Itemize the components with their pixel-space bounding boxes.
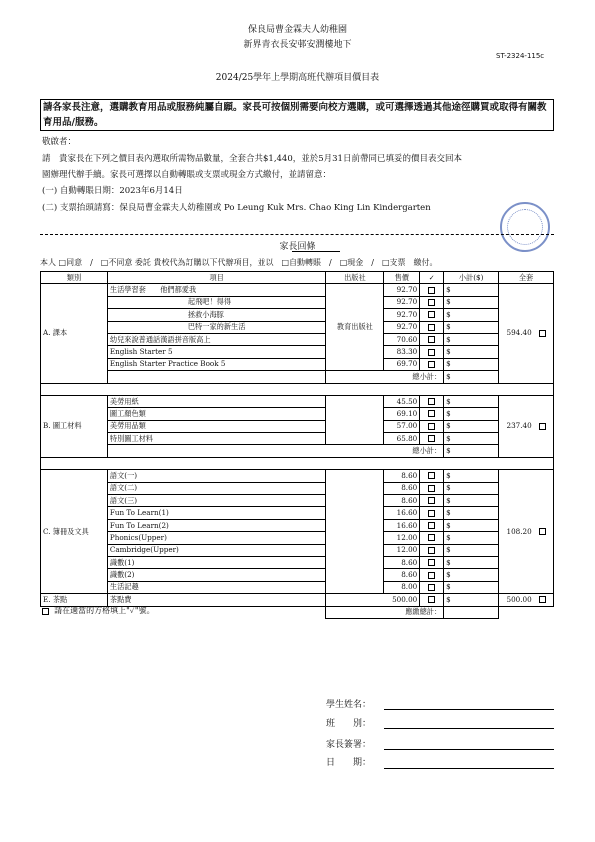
checkbox[interactable] bbox=[420, 532, 444, 544]
checkbox[interactable] bbox=[420, 420, 444, 432]
table-row bbox=[41, 296, 554, 308]
checkbox[interactable] bbox=[420, 594, 444, 606]
item-price: 12.00 bbox=[384, 544, 420, 556]
item-price: 92.70 bbox=[384, 296, 420, 308]
document-code: ST-2324-115c bbox=[496, 52, 545, 60]
item-name: 美勞用品類 bbox=[107, 420, 326, 432]
subtotal-cell[interactable]: $ bbox=[444, 395, 499, 407]
subtotal-cell[interactable]: $ bbox=[444, 284, 499, 296]
full-set-price: 500.00 bbox=[506, 594, 532, 604]
item-name: 圖工顏色類 bbox=[107, 408, 326, 420]
checkbox[interactable] bbox=[420, 395, 444, 407]
item-name: Phonics(Upper) bbox=[107, 532, 326, 544]
item-name: 識數(1) bbox=[107, 556, 326, 568]
table-row bbox=[41, 556, 554, 568]
full-set-checkbox[interactable] bbox=[539, 423, 546, 430]
subtotal-cell[interactable]: $ bbox=[444, 519, 499, 531]
checkbox[interactable] bbox=[420, 408, 444, 420]
item-price: 8.60 bbox=[384, 482, 420, 494]
header-subtotal: 小計($) bbox=[444, 272, 499, 284]
checkbox[interactable] bbox=[420, 482, 444, 494]
item-name: 語文(三) bbox=[107, 495, 326, 507]
subtotal-cell[interactable]: $ bbox=[444, 482, 499, 494]
student-name-field[interactable] bbox=[384, 708, 554, 710]
item-price: 8.00 bbox=[384, 581, 420, 593]
student-name-label: 學生姓名： bbox=[326, 700, 372, 710]
category-cell-a: A. 課本 bbox=[41, 284, 108, 383]
item-price: 8.60 bbox=[384, 556, 420, 568]
subtotal-cell[interactable]: $ bbox=[444, 408, 499, 420]
school-address: 新界青衣長安邨安潤樓地下 bbox=[243, 40, 352, 50]
checkbox[interactable] bbox=[420, 284, 444, 296]
header-price: 售價 bbox=[384, 272, 420, 284]
full-set-price: 237.40 bbox=[506, 421, 532, 431]
table-header-row bbox=[41, 272, 554, 284]
date-label: 日 期： bbox=[326, 758, 372, 768]
table-row bbox=[41, 408, 554, 420]
table-row bbox=[41, 358, 554, 370]
subtotal-cell[interactable]: $ bbox=[444, 532, 499, 544]
subtotal-label: 總小計： bbox=[326, 371, 444, 383]
category-cell-b: B. 圖工材料 bbox=[41, 395, 108, 457]
checkbox[interactable] bbox=[420, 309, 444, 321]
checkbox[interactable] bbox=[420, 507, 444, 519]
item-name: English Starter Practice Book 5 bbox=[107, 358, 326, 370]
header-publisher: 出版社 bbox=[326, 272, 384, 284]
letter-body-1: 請 貴家長在下列之價目表內選取所需物品數量，全套合共$1,440，並於5月31日前帶同已填妥的價目表交回本 bbox=[42, 154, 462, 164]
item-name: 特別圖工材料 bbox=[107, 433, 326, 445]
subtotal-cell[interactable]: $ bbox=[444, 358, 499, 370]
footnote-checkbox-icon bbox=[42, 608, 49, 615]
checkbox[interactable] bbox=[420, 296, 444, 308]
reply-title-underline bbox=[292, 251, 340, 252]
notice-box: 請各家長注意，選購教育用品或服務純屬自願。家長可按個別需要向校方選購，或可選擇透過其他途徑購買或取得有關教育用品/服務。 bbox=[40, 99, 554, 131]
subtotal-row bbox=[41, 445, 554, 457]
full-set-cell-c[interactable] bbox=[499, 470, 554, 594]
subtotal-cell[interactable]: $ bbox=[444, 296, 499, 308]
subtotal-cell[interactable]: $ bbox=[444, 309, 499, 321]
grand-total-cell[interactable] bbox=[444, 606, 499, 618]
date-field[interactable] bbox=[384, 767, 554, 769]
checkbox[interactable] bbox=[420, 544, 444, 556]
header-category: 類別 bbox=[41, 272, 108, 284]
checkbox[interactable] bbox=[420, 358, 444, 370]
item-name: 幼兒來說普通話漢語拼音版高上 bbox=[107, 333, 326, 345]
item-price: 92.70 bbox=[384, 284, 420, 296]
checkbox[interactable] bbox=[420, 433, 444, 445]
header-check: ✓ bbox=[420, 272, 444, 284]
subtotal-row bbox=[41, 371, 554, 383]
item-price: 57.00 bbox=[384, 420, 420, 432]
subtotal-cell[interactable]: $ bbox=[444, 433, 499, 445]
grand-total-label: 應繳總計： bbox=[326, 606, 444, 618]
publisher-cell: 教育出版社 bbox=[326, 284, 384, 371]
item-name: 識數(2) bbox=[107, 569, 326, 581]
item-price: 69.70 bbox=[384, 358, 420, 370]
subtotal-cell[interactable]: $ bbox=[444, 594, 499, 606]
item-price: 83.30 bbox=[384, 346, 420, 358]
parent-signature-label: 家長簽署： bbox=[326, 740, 372, 750]
price-table bbox=[40, 271, 554, 619]
item-name: 拯救小海豚 bbox=[107, 309, 326, 321]
item-name: English Starter 5 bbox=[107, 346, 326, 358]
salutation: 敬啟者： bbox=[42, 137, 77, 147]
item-price: 69.10 bbox=[384, 408, 420, 420]
item-price: 8.60 bbox=[384, 470, 420, 482]
category-cell-e: E. 茶點 bbox=[41, 594, 108, 606]
table-row bbox=[41, 482, 554, 494]
header-full-set: 全套 bbox=[499, 272, 554, 284]
footnote bbox=[42, 605, 155, 616]
subtotal-cell[interactable]: $ bbox=[444, 420, 499, 432]
item-price: 92.70 bbox=[384, 309, 420, 321]
item-price: 16.60 bbox=[384, 507, 420, 519]
table-row bbox=[41, 470, 554, 482]
item-price: 45.50 bbox=[384, 395, 420, 407]
class-label: 班 別： bbox=[326, 719, 372, 729]
item-price: 92.70 bbox=[384, 321, 420, 333]
subtotal-cell[interactable]: $ bbox=[444, 346, 499, 358]
full-set-checkbox[interactable] bbox=[539, 528, 546, 535]
table-row bbox=[41, 309, 554, 321]
item-name: Cambridge(Upper) bbox=[107, 544, 326, 556]
parent-signature-field[interactable] bbox=[384, 748, 554, 750]
letter-point-2: (二) 支票抬頭請寫：保良局曹金霖夫人幼稚園或 Po Leung Kuk Mrs. Chao King Lin Kindergarten bbox=[42, 203, 431, 213]
subtotal-cell[interactable]: $ bbox=[444, 544, 499, 556]
item-name: 巴特一家的新生活 bbox=[107, 321, 326, 333]
letter-body-2: 園辦理代辦手續。家長可選擇以自動轉賬或支票或現金方式繳付，並請留意： bbox=[42, 170, 332, 180]
item-name: 生活學習套 他們都愛我 bbox=[107, 284, 326, 296]
item-name: Fun To Learn(1) bbox=[107, 507, 326, 519]
table-row bbox=[41, 395, 554, 407]
table-row bbox=[41, 284, 554, 296]
subtotal-sum-cell[interactable]: $ bbox=[444, 445, 499, 457]
subtotal-cell[interactable]: $ bbox=[444, 569, 499, 581]
subtotal-cell[interactable]: $ bbox=[444, 321, 499, 333]
full-set-price: 594.40 bbox=[506, 328, 532, 338]
item-price: 65.80 bbox=[384, 433, 420, 445]
school-name: 保良局曹金霖夫人幼稚園 bbox=[247, 25, 347, 35]
reply-consent-line[interactable]: 本人 □同意 / □不同意 委託 貴校代為訂購以下代辦項目，並以 □自動轉賬 / □現金 / □支票 繳付。 bbox=[40, 258, 438, 267]
table-row bbox=[41, 569, 554, 581]
table-row bbox=[41, 532, 554, 544]
checkbox[interactable] bbox=[420, 569, 444, 581]
item-price: 12.00 bbox=[384, 532, 420, 544]
checkbox[interactable] bbox=[420, 470, 444, 482]
footnote-text: 請在適當的方格填上"✓"號。 bbox=[54, 606, 155, 615]
item-name: 語文(一) bbox=[107, 470, 326, 482]
item-name: Fun To Learn(2) bbox=[107, 519, 326, 531]
table-row bbox=[41, 507, 554, 519]
full-set-cell-b[interactable] bbox=[499, 395, 554, 457]
table-row bbox=[41, 495, 554, 507]
full-set-cell-e[interactable] bbox=[499, 594, 554, 606]
letter-point-1: (一) 自動轉賬日期：2023年6月14日 bbox=[42, 186, 183, 196]
item-price: 500.00 bbox=[384, 594, 420, 606]
page-title: 2024/25學年上學期高班代辦項目價目表 bbox=[215, 73, 380, 83]
checkbox[interactable] bbox=[420, 581, 444, 593]
item-price: 70.60 bbox=[384, 333, 420, 345]
item-name: 生活記趣 bbox=[107, 581, 326, 593]
checkbox[interactable] bbox=[420, 495, 444, 507]
subtotal-cell[interactable]: $ bbox=[444, 581, 499, 593]
full-set-price: 108.20 bbox=[506, 526, 532, 536]
subtotal-cell[interactable]: $ bbox=[444, 470, 499, 482]
full-set-checkbox[interactable] bbox=[539, 330, 546, 337]
full-set-checkbox[interactable] bbox=[539, 596, 546, 603]
class-field[interactable] bbox=[384, 727, 554, 729]
table-row bbox=[41, 333, 554, 345]
subtotal-cell[interactable]: $ bbox=[444, 556, 499, 568]
item-name: 茶點費 bbox=[107, 594, 326, 606]
item-name: 美勞用紙 bbox=[107, 395, 326, 407]
table-row bbox=[41, 321, 554, 333]
subtotal-cell[interactable]: $ bbox=[444, 333, 499, 345]
item-price: 8.60 bbox=[384, 569, 420, 581]
table-row bbox=[41, 346, 554, 358]
subtotal-cell[interactable]: $ bbox=[444, 495, 499, 507]
table-row bbox=[41, 433, 554, 445]
cut-line bbox=[40, 234, 554, 235]
subtotal-sum-cell[interactable]: $ bbox=[444, 371, 499, 383]
reply-title: 家長回條 bbox=[279, 242, 316, 252]
table-row bbox=[41, 519, 554, 531]
full-set-cell-a[interactable] bbox=[499, 284, 554, 383]
checkbox[interactable] bbox=[420, 333, 444, 345]
item-name: 語文(二) bbox=[107, 482, 326, 494]
item-name: 起飛吧！得得 bbox=[107, 296, 326, 308]
table-row bbox=[41, 581, 554, 593]
item-price: 16.60 bbox=[384, 519, 420, 531]
category-cell-c: C. 簿冊及文具 bbox=[41, 470, 108, 594]
header-item: 項目 bbox=[107, 272, 326, 284]
publisher-cell bbox=[326, 470, 384, 594]
table-row bbox=[41, 420, 554, 432]
subtotal-label: 總小計： bbox=[107, 445, 443, 457]
checkbox[interactable] bbox=[420, 519, 444, 531]
publisher-cell bbox=[326, 395, 384, 445]
subtotal-cell[interactable]: $ bbox=[444, 507, 499, 519]
checkbox[interactable] bbox=[420, 556, 444, 568]
checkbox[interactable] bbox=[420, 346, 444, 358]
item-price: 8.60 bbox=[384, 495, 420, 507]
checkbox[interactable] bbox=[420, 321, 444, 333]
table-row bbox=[41, 544, 554, 556]
